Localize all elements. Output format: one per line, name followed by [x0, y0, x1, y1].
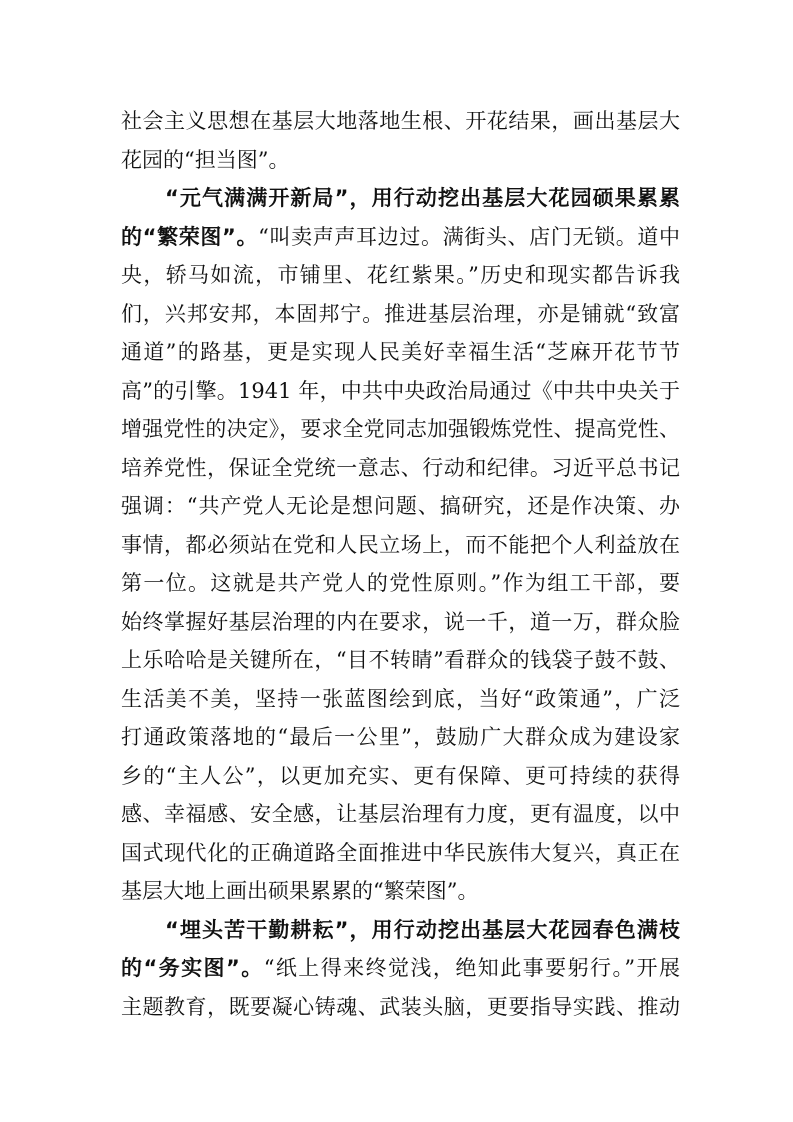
body-text-segment: 增强党性的决定》，要求全党同志加强锻炼党性、提高党性、	[121, 417, 680, 441]
body-text-segment: 第一位。这就是共产党人的党性原则。”作为组工干部，要	[121, 571, 680, 595]
text-line	[121, 526, 680, 565]
body-text-segment: “叫卖声声耳边过。满街头、店门无锁。道中	[258, 224, 680, 249]
text-line	[121, 911, 680, 950]
text-line	[121, 256, 680, 295]
body-text	[121, 102, 680, 1026]
body-text-segment: 基层大地上画出硕果累累的“繁荣图”。	[121, 879, 479, 903]
body-text-segment: 生活美不美，坚持一张蓝图绘到底，当好“政策通”，广泛	[121, 686, 680, 711]
text-line	[121, 757, 680, 796]
text-line	[121, 680, 680, 719]
bold-heading-text: “元气满满开新局”，用行动挖出基层大花园硕果累累	[165, 186, 680, 210]
body-text-segment: 高”的引擎。1941 年，中共中央政治局通过《中共中央关于	[121, 378, 680, 403]
text-line	[121, 333, 680, 372]
text-line	[121, 102, 680, 141]
text-line	[121, 603, 680, 642]
text-line	[121, 795, 680, 834]
body-text-segment: 国式现代化的正确道路全面推进中华民族伟大复兴，真正在	[121, 840, 680, 865]
text-line	[121, 872, 680, 911]
text-line	[121, 372, 680, 411]
body-text-segment: 培养党性，保证全党统一意志、行动和纪律。习近平总书记	[121, 455, 680, 480]
text-line	[121, 718, 680, 757]
body-text-segment: 花园的“担当图”。	[121, 147, 290, 172]
body-text-segment: 上乐哈哈是关键所在，“目不转睛”看群众的钱袋子鼓不鼓、	[121, 648, 680, 672]
text-line	[121, 564, 680, 603]
body-text-segment: 打通政策落地的“最后一公里”，鼓励广大群众成为建设家	[121, 725, 680, 749]
body-text-segment: “纸上得来终觉浅，绝知此事要躬行。”开展	[263, 956, 680, 980]
body-text-segment: 感、幸福感、安全感，让基层治理有力度，更有温度，以中	[121, 802, 680, 826]
text-line	[121, 449, 680, 488]
text-line	[121, 410, 680, 449]
text-line	[121, 487, 680, 526]
bold-heading-text: 的“务实图”。	[121, 956, 264, 980]
text-line	[121, 295, 680, 334]
body-text-segment: 始终掌握好基层治理的内在要求，说一千，道一万，群众脸	[121, 609, 680, 634]
body-text-segment: 强调：“共产党人无论是想问题、搞研究，还是作决策、办	[121, 494, 680, 518]
text-line	[121, 218, 680, 257]
body-text-segment: 乡的“主人公”，以更加充实、更有保障、更可持续的获得	[121, 763, 680, 788]
text-line	[121, 988, 680, 1027]
body-text-segment: 们，兴邦安邦，本固邦宁。推进基层治理，亦是铺就“致富	[121, 301, 680, 326]
text-line	[121, 949, 680, 988]
body-text-segment: 社会主义思想在基层大地落地生根、开花结果，画出基层大	[121, 109, 680, 133]
text-line	[121, 179, 680, 218]
bold-heading-text: 的“繁荣图”。	[121, 224, 259, 249]
body-text-segment: 事情，都必须站在党和人民立场上，而不能把个人利益放在	[121, 532, 680, 557]
body-text-segment: 主题教育，既要凝心铸魂、武装头脑，更要指导实践、推动	[121, 994, 680, 1019]
text-line	[121, 834, 680, 873]
body-text-segment: 通道”的路基，更是实现人民美好幸福生活“芝麻开花节节	[121, 340, 680, 364]
text-line	[121, 641, 680, 680]
body-text-segment: 央，轿马如流，市铺里、花红紫果。”历史和现实都告诉我	[121, 263, 680, 287]
text-line	[121, 141, 680, 180]
bold-heading-text: “埋头苦干勤耕耘”，用行动挖出基层大花园春色满枝	[165, 917, 680, 942]
